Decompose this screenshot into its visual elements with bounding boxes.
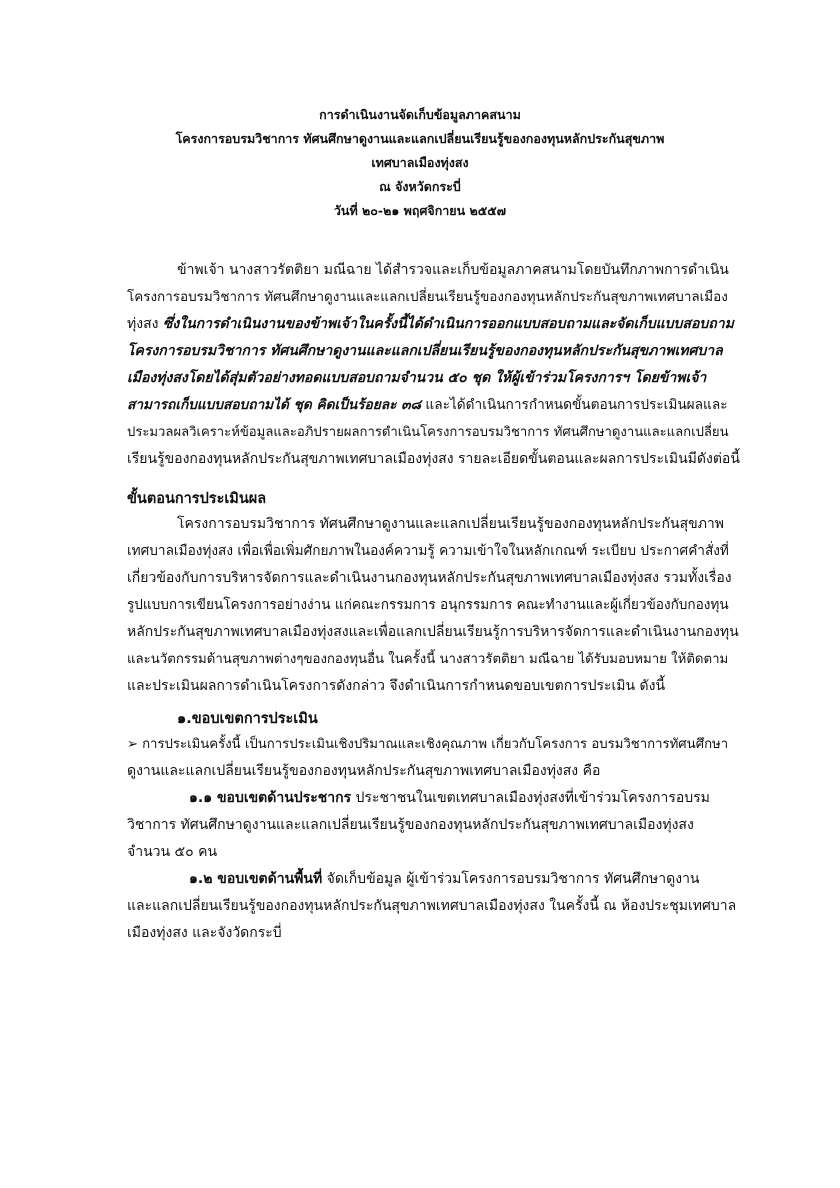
intro-line-5: เมืองทุ่งสงโดยได้สุ่มตัวอย่างทอดแบบสอบถามจำนวน ๕๐ ชุด ให้ผู้เข้าร่วมโครงการฯ โดยข้าพเจ้า — [127, 370, 707, 386]
intro-line-8: เรียนรู้ของกองทุนหลักประกันสุขภาพเทศบาลเมืองทุ่งสง รายละเอียดขั้นตอนและผลการประเมินมีดังต่อนี้ — [127, 451, 740, 467]
procedure-line-4: รูปแบบการเขียนโครงการอย่างง่าน แก่คณะกรรมการ อนุกรรมการ คณะทำงานและผู้เกี่ยวข้องกับกองทุน — [127, 597, 729, 613]
procedure-line-6: และนวัตกรรมด้านสุขภาพต่างๆของกองทุนอื่น ในครั้งนี้ นางสาวรัตติยา มณีฉาย ได้รับมอบหมาย ให้ติดตาม — [127, 652, 729, 667]
intro-line-6-plain: และได้ดำเนินการกำหนดขั้นตอนการประเมินผลและ — [421, 397, 728, 413]
title-line-1: การดำเนินงานจัดเก็บข้อมูลภาคสนาม — [319, 107, 521, 122]
title-line-4: ณ จังหวัดกระบี่ — [379, 179, 461, 194]
procedure-line-1: โครงการอบรมวิชาการ ทัศนศึกษาดูงานและแลกเปลี่ยนเรียนรู้ของกองทุนหลักประกันสุขภาพ — [177, 516, 725, 532]
scope-bullet-line-2: ดูงานและแลกเปลี่ยนเรียนรู้ของกองทุนหลักประกันสุขภาพเทศบาลเมืองทุ่งสง คือ — [127, 763, 601, 779]
procedure-paragraph — [127, 511, 741, 700]
scope-heading: ๑.ขอบเขตการประเมิน — [177, 711, 318, 727]
intro-line-1: ข้าพเจ้า นางสาวรัตติยา มณีฉาย ได้สำรวจและเก็บข้อมูลภาคสนามโดยบันทึกภาพการดำเนิน — [177, 262, 729, 278]
intro-paragraph — [127, 257, 741, 473]
procedure-line-3: เกี่ยวข้องกับการบริหารจัดการและดำเนินงานกองทุนหลักประกันสุขภาพเทศบาลเมืองทุ่งสง รวมทั้งเรื่อง — [127, 570, 732, 586]
procedure-line-7: และประเมินผลการดำเนินโครงการดังกล่าว จึงดำเนินการกำหนดขอบเขตการประเมิน ดังนี้ — [127, 678, 666, 694]
area-text-1: จัดเก็บข้อมูล ผู้เข้าร่วมโครงการอบรมวิชาการ ทัศนศึกษาดูงาน — [322, 871, 700, 887]
intro-line-6 — [127, 392, 741, 419]
scope-bullet-line-1 — [127, 731, 741, 758]
procedure-line-5: หลักประกันสุขภาพเทศบาลเมืองทุ่งสงและเพื่อแลกเปลี่ยนเรียนรู้การบริหารจัดการและดำเนินงานกองทุน — [127, 624, 739, 640]
intro-line-6-emphasis: สามารถเก็บแบบสอบถามได้ ชุด คิดเป็นร้อยละ ๓๘ — [127, 397, 422, 413]
section-heading: ขั้นตอนการประเมินผล — [127, 491, 267, 507]
intro-line-4: โครงการอบรมวิชาการ ทัศนศึกษาดูงานและแลกเปลี่ยนเรียนรู้ของกองทุนหลักประกันสุขภาพเทศบาล — [127, 343, 723, 359]
title-line-5: วันที่ ๒๐-๒๑ พฤศจิกายน ๒๕๕๗ — [333, 203, 507, 218]
intro-line-3 — [127, 311, 741, 338]
population-label: ๑.๑ ขอบเขตด้านประชากร — [189, 790, 352, 806]
document-title — [0, 103, 840, 223]
title-line-2: โครงการอบรมวิชาการ ทัศนศึกษาดูงานและแลกเปลี่ยนเรียนรู้ของกองทุนหลักประกันสุขภาพ — [175, 131, 665, 146]
intro-line-3-emphasis: ซึ่งในการดำเนินงานของข้าพเจ้าในครั้งนี้ได้ดำเนินการออกแบบสอบถามและจัดเก็บแบบสอบถาม — [162, 316, 734, 332]
area-line-1 — [127, 866, 741, 893]
procedure-line-2: เทศบาลเมืองทุ่งสง เพื่อเพื่อเพิ่มศักยภาพในองค์ความรู้ ความเข้าใจในหลักเกณฑ์ ระเบียบ ประกาศคำสั่งที่ — [127, 543, 729, 559]
area-line-3: เมืองทุ่งสง และจังวัดกระบี่ — [127, 925, 282, 941]
population-line-3: จำนวน ๕๐ คน — [127, 844, 218, 860]
area-line-2: และแลกเปลี่ยนเรียนรู้ของกองทุนหลักประกันสุขภาพเทศบาลเมืองทุ่งสง ในครั้งนี้ ณ ห้องประชุมเทศบาล — [127, 898, 737, 914]
population-line-2: วิชาการ ทัศนศึกษาดูงานและแลกเปลี่ยนเรียนรู้ของกองทุนหลักประกันสุขภาพเทศบาลเมืองทุ่งสง — [127, 817, 694, 833]
intro-line-3-plain: ทุ่งสง — [127, 316, 163, 332]
population-text-1: ประชาชนในเขตเทศบาลเมืองทุ่งสงที่เข้าร่วมโครงการอบรม — [351, 790, 710, 806]
scope-section — [127, 731, 741, 947]
population-line-1 — [127, 785, 741, 812]
intro-line-2: โครงการอบรมวิชาการ ทัศนศึกษาดูงานและแลกเปลี่ยนเรียนรู้ของกองทุนหลักประกันสุขภาพเทศบาลเมือง — [127, 289, 728, 305]
area-label: ๑.๒ ขอบเขตด้านพื้นที่ — [189, 871, 323, 887]
intro-line-7: ประมวลผลวิเคราะห์ข้อมูลและอภิปรายผลการดำเนินโครงการอบรมวิชาการ ทัศนศึกษาดูงานและแลกเปลี่ยน — [127, 425, 729, 440]
arrow-bullet-icon: ➢ — [127, 737, 139, 752]
scope-bullet-text-1: การประเมินครั้งนี้ เป็นการประเมินเชิงปริมาณและเชิงคุณภาพ เกี่ยวกับโครงการ อบรมวิชาการทัศนศึกษา — [142, 737, 729, 752]
title-line-3: เทศบาลเมืองทุ่งสง — [371, 155, 469, 170]
